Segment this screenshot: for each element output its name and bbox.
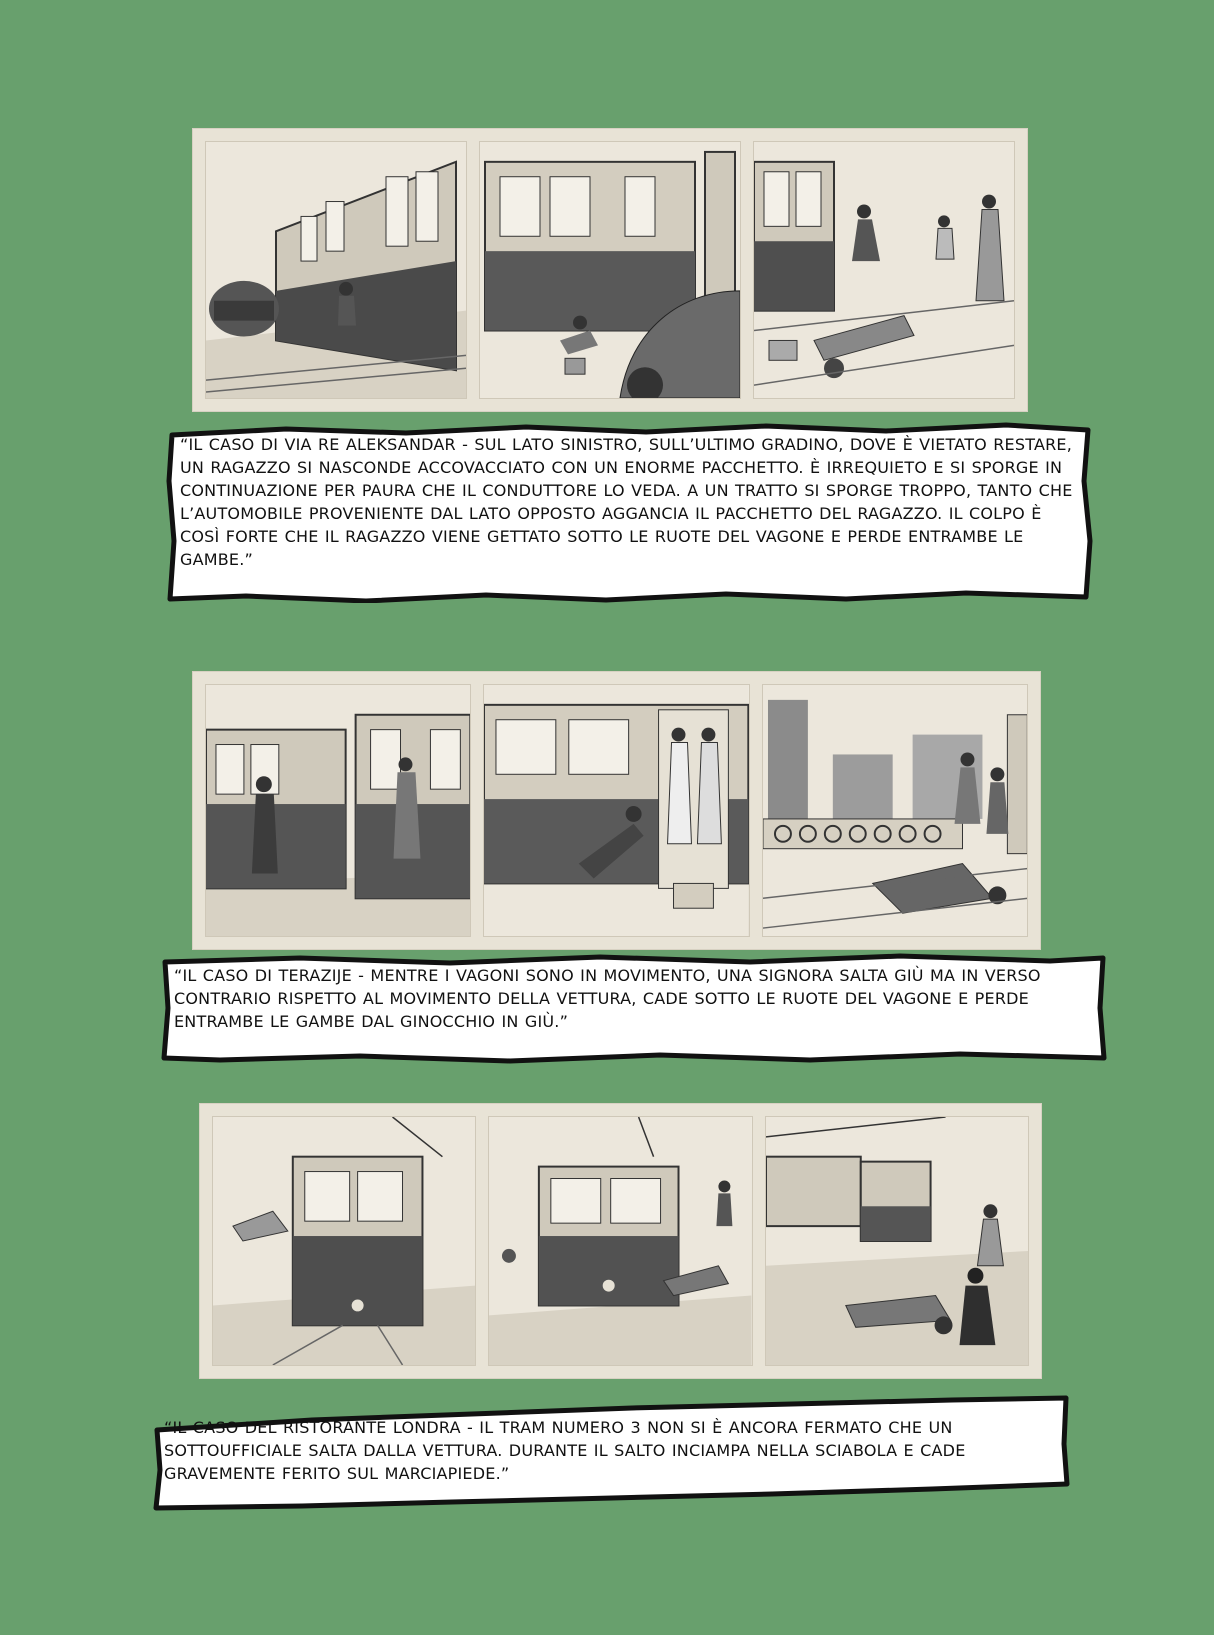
strip-terazije <box>193 672 1040 949</box>
panel-lady-jumps <box>483 684 749 937</box>
caption-terazije <box>160 952 1108 1064</box>
panel-officer-on-sidewalk <box>765 1116 1029 1366</box>
panel-car-hooks-package <box>479 141 741 399</box>
panel-boy-under-wheels <box>753 141 1015 399</box>
panel-officer-jumps <box>488 1116 752 1366</box>
caption-londra <box>152 1394 1072 1512</box>
strip-aleksandar <box>193 129 1027 411</box>
panel-lady-injured <box>762 684 1028 937</box>
strip-londra <box>200 1104 1041 1378</box>
caption-text: “IL CASO DI TERAZIJE - MENTRE I VAGONI SONO IN MOVIMENTO, UNA SIGNORA SALTA GIÙ MA IN VERSO CONTRARIO RISPETTO AL MOVIMENTO DELLA VETTURA, CADE SOTTO LE RUOTE DEL VAGONE E PERDE ENTRAMBE LE GAMBE DAL GINOCCHIO IN GIÙ.” <box>174 966 1041 1031</box>
panel-boy-on-step <box>205 141 467 399</box>
caption-text: “IL CASO DEL RISTORANTE LONDRA - IL TRAM NUMERO 3 NON SI È ANCORA FERMATO CHE UN SOTTOUFFICIALE SALTA DALLA VETTURA. DURANTE IL SALTO INCIAMPA NELLA SCIABOLA E CADE GRAVEMENTE FERITO SUL MARCIAPIEDE.” <box>164 1418 966 1483</box>
caption-text: “IL CASO DI VIA RE ALEKSANDAR - SUL LATO SINISTRO, SULL’ULTIMO GRADINO, DOVE È VIETATO RESTARE, UN RAGAZZO SI NASCONDE ACCOVACCIATO CON UN ENORME PACCHETTO. È IRREQUIETO E SI SPORGE IN CONTINUAZIONE PER PAURA CHE IL CONDUTTORE LO VEDA. A UN TRATTO SI SPORGE TROPPO, TANTO CHE L’AUTOMOBILE PROVENIENTE DAL LATO OPPOSTO AGGANCIA IL PACCHETTO DEL RAGAZZO. IL COLPO È COSÌ FORTE CHE IL RAGAZZO VIENE GETTATO SOTTO LE RUOTE DEL VAGONE E PERDE ENTRAMBE LE GAMBE.” <box>180 435 1073 569</box>
panel-tram-approaching <box>212 1116 476 1366</box>
caption-aleksandar <box>166 421 1094 603</box>
panel-lady-at-door <box>205 684 471 937</box>
